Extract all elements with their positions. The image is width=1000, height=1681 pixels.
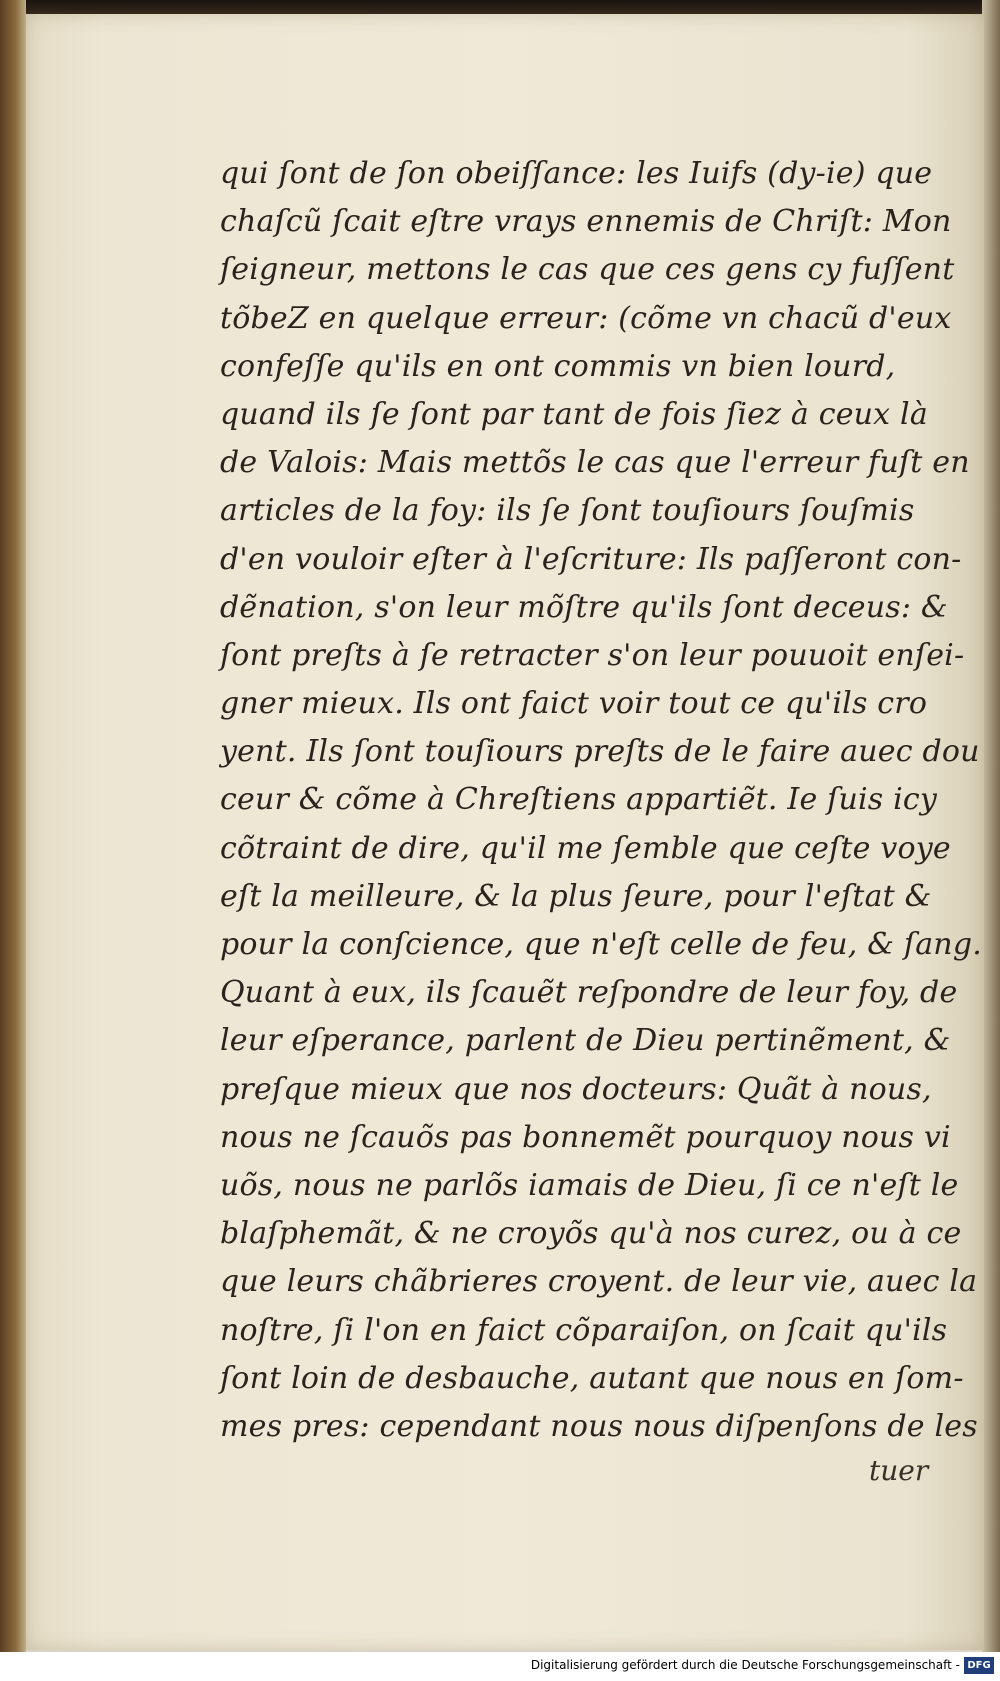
text-line: mes pres: cependant nous nous diſpenſons de les [220, 1408, 978, 1444]
text-line: qui ſont de ſon obeiſſance: les Iuifs (dy-ie) que [220, 156, 933, 191]
text-block [220, 150, 982, 1451]
dfg-logo: DFG [964, 1657, 994, 1674]
text-line: preſque mieux que nos docteurs: Quãt à nous, [220, 1071, 932, 1107]
text-line: leur eſperance, parlent de Dieu pertinẽment, & [220, 1023, 951, 1059]
footer-credit: Digitalisierung gefördert durch die Deutsche Forschungsgemeinschaft - [530, 1658, 960, 1672]
text-line: eſt la meilleure, & la plus ſeure, pour l'eſtat & [220, 878, 932, 914]
text-line: quand ils ſe ſont par tant de fois ſiez à ceux là [220, 396, 928, 432]
text-line: chaſcũ ſcait eſtre vrays ennemis de Chriſt: Mon [220, 204, 952, 240]
text-line: ſont preſts à ſe retracter s'on leur pouuoit enſei- [220, 637, 965, 673]
text-line: confeſſe qu'ils en ont commis vn bien lourd, [220, 348, 896, 384]
book-binding [0, 0, 26, 1652]
text-line: que leurs chãbrieres croyent. de leur vie, auec la [220, 1264, 978, 1300]
text-line: nous ne ſcauõs pas bonnemẽt pourquoy nous vi [220, 1119, 951, 1155]
text-line: ſeigneur, mettons le cas que ces gens cy fuſſent [220, 252, 955, 288]
text-line: articles de la foy: ils ſe ſont touſiours ſouſmis [220, 493, 915, 529]
text-line: de Valois: Mais mettõs le cas que l'erreur fuſt en [220, 445, 970, 481]
text-line: dẽnation, s'on leur mõſtre qu'ils ſont deceus: & [220, 589, 948, 625]
text-line: yent. Ils ſont touſiours preſts de le faire auec dou [220, 734, 980, 770]
book-page [26, 14, 984, 1650]
text-line: tõbeZ en quelque erreur: (cõme vn chacũ d'eux [220, 300, 952, 336]
page-right-edge [982, 0, 1000, 1652]
text-line: Quant à eux, ils ſcauẽt reſpondre de leur foy, de [220, 975, 958, 1011]
footer-bar [0, 1652, 1000, 1681]
text-line: ſont loin de desbauche, autant que nous en ſom- [220, 1360, 964, 1396]
text-line: pour la conſcience, que n'eſt celle de feu, & ſang. [220, 927, 982, 962]
text-line: d'en vouloir eſter à l'eſcriture: Ils paſſeront con- [220, 541, 962, 577]
text-line: uõs, nous ne parlõs iamais de Dieu, ſi ce n'eſt le [220, 1167, 959, 1203]
catchword: tuer [869, 1454, 929, 1487]
text-line: ceur & cõme à Chreſtiens appartiẽt. Ie ſuis icy [220, 782, 938, 818]
text-line: cõtraint de dire, qu'il me ſemble que ceſte voye [220, 830, 951, 866]
text-line: noſtre, ſi l'on en faict cõparaiſon, on ſcait qu'ils [220, 1312, 948, 1348]
text-line: gner mieux. Ils ont faict voir tout ce qu'ils cro [220, 686, 928, 722]
text-line: blaſphemãt, & ne croyõs qu'à nos curez, ou à ce [220, 1216, 962, 1252]
